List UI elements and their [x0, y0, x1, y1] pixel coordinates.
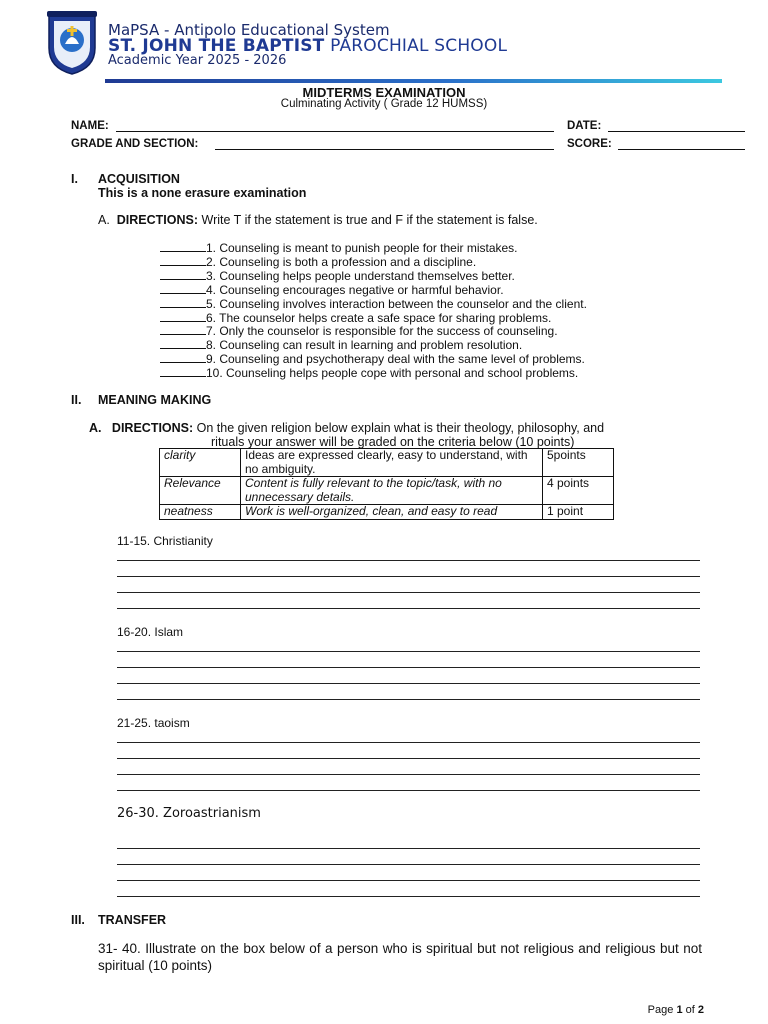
answer-blank[interactable]	[160, 269, 206, 280]
section-2-numeral: II.	[71, 393, 82, 407]
tf-item-text: 2. Counseling is both a profession and a discipline.	[206, 255, 477, 269]
answer-line[interactable]	[117, 880, 700, 881]
name-field[interactable]	[116, 131, 554, 132]
score-field[interactable]	[618, 149, 745, 150]
question-label: 11-15. Christianity	[117, 534, 213, 548]
section-3-numeral: III.	[71, 913, 85, 927]
score-label: SCORE:	[567, 138, 612, 150]
answer-line[interactable]	[117, 864, 700, 865]
rubric-table	[159, 448, 614, 520]
tf-item	[160, 241, 518, 256]
answer-line[interactable]	[117, 774, 700, 775]
answer-blank[interactable]	[160, 352, 206, 363]
answer-line[interactable]	[117, 576, 700, 577]
answer-line[interactable]	[117, 742, 700, 743]
answer-line[interactable]	[117, 667, 700, 668]
directions-text: Write T if the statement is true and F if the statement is false.	[201, 213, 538, 227]
school-seal-logo	[45, 10, 99, 76]
tf-item	[160, 255, 476, 270]
page-prefix: Page	[647, 1004, 674, 1016]
rubric-description: Content is fully relevant to the topic/task, with no unnecessary details.	[241, 477, 543, 505]
tf-item	[160, 366, 578, 381]
answer-line[interactable]	[117, 651, 700, 652]
tf-item	[160, 338, 522, 353]
rubric-row	[160, 477, 614, 505]
directions-text-line2: rituals your answer will be graded on the criteria below (10 points)	[211, 435, 575, 449]
answer-line[interactable]	[117, 758, 700, 759]
rubric-criterion: Relevance	[160, 477, 241, 505]
tf-item-text: 9. Counseling and psychotherapy deal with the same level of problems.	[206, 352, 585, 366]
answer-line[interactable]	[117, 592, 700, 593]
question-label: 26-30. Zoroastrianism	[117, 806, 261, 821]
question-label: 21-25. taoism	[117, 716, 190, 730]
answer-blank[interactable]	[160, 255, 206, 266]
tf-item-text: 1. Counseling is meant to punish people for their mistakes.	[206, 241, 518, 255]
tf-item-text: 5. Counseling involves interaction between the counselor and the client.	[206, 297, 587, 311]
answer-line[interactable]	[117, 608, 700, 609]
answer-line[interactable]	[117, 896, 700, 897]
tf-item	[160, 269, 515, 284]
section-1-numeral: I.	[71, 172, 78, 186]
tf-item-text: 7. Only the counselor is responsible for the success of counseling.	[206, 324, 558, 338]
rubric-criterion: neatness	[160, 505, 241, 520]
rubric-points: 5points	[543, 449, 614, 477]
section-1-directions	[98, 213, 538, 227]
directions-text-line1: On the given religion below explain what is their theology, philosophy, and	[196, 421, 605, 435]
tf-item	[160, 297, 587, 312]
page-current: 1	[676, 1004, 683, 1016]
answer-blank[interactable]	[160, 338, 206, 349]
school-name-rest: PAROCHIAL SCHOOL	[330, 36, 508, 56]
tf-item	[160, 283, 504, 298]
school-system-name: MaPSA - Antipolo Educational System	[108, 21, 390, 39]
rubric-criterion: clarity	[160, 449, 241, 477]
page-of: of	[685, 1004, 695, 1016]
rubric-row	[160, 505, 614, 520]
tf-item	[160, 324, 558, 339]
header-divider	[105, 79, 722, 83]
answer-blank[interactable]	[160, 366, 206, 377]
rubric-description: Ideas are expressed clearly, easy to understand, with no ambiguity.	[241, 449, 543, 477]
answer-line[interactable]	[117, 699, 700, 700]
answer-line[interactable]	[117, 848, 700, 849]
answer-blank[interactable]	[160, 283, 206, 294]
section-2-directions	[89, 421, 604, 435]
directions-label: DIRECTIONS:	[111, 421, 194, 435]
name-label: NAME:	[71, 120, 109, 132]
tf-item-text: 3. Counseling helps people understand themselves better.	[206, 269, 515, 283]
page-total: 2	[697, 1004, 704, 1016]
section-2-heading: MEANING MAKING	[98, 393, 212, 407]
transfer-prompt: 31- 40. Illustrate on the box below of a person who is spiritual but not religious and religious but not spiritual (10 points)	[98, 941, 702, 973]
tf-item-text: 10. Counseling helps people cope with personal and school problems.	[206, 366, 579, 380]
directions-letter: A.	[89, 421, 102, 435]
directions-label: DIRECTIONS:	[116, 213, 199, 227]
exam-subtitle: Culminating Activity ( Grade 12 HUMSS)	[280, 98, 488, 110]
rubric-points: 1 point	[543, 505, 614, 520]
grade-section-label: GRADE AND SECTION:	[71, 138, 199, 150]
rubric-points: 4 points	[543, 477, 614, 505]
answer-blank[interactable]	[160, 324, 206, 335]
tf-item	[160, 352, 585, 367]
exam-title: MIDTERMS EXAMINATION	[302, 85, 466, 100]
date-label: DATE:	[567, 120, 602, 132]
tf-item-text: 8. Counseling can result in learning and problem resolution.	[206, 338, 523, 352]
answer-blank[interactable]	[160, 297, 206, 308]
answer-line[interactable]	[117, 560, 700, 561]
section-1-heading: ACQUISITION	[98, 172, 180, 186]
answer-line[interactable]	[117, 790, 700, 791]
tf-item-text: 4. Counseling encourages negative or harmful behavior.	[206, 283, 504, 297]
section-3-heading: TRANSFER	[98, 913, 167, 927]
tf-item-text: 6. The counselor helps create a safe space for sharing problems.	[206, 311, 552, 325]
rubric-description: Work is well-organized, clean, and easy to read	[241, 505, 543, 520]
date-field[interactable]	[608, 131, 745, 132]
academic-year: Academic Year 2025 - 2026	[108, 53, 287, 68]
question-label: 16-20. Islam	[117, 625, 184, 639]
answer-blank[interactable]	[160, 241, 206, 252]
answer-blank[interactable]	[160, 311, 206, 322]
answer-line[interactable]	[117, 683, 700, 684]
grade-section-field[interactable]	[215, 149, 554, 150]
directions-letter: A.	[98, 213, 110, 227]
rubric-row	[160, 449, 614, 477]
section-1-note: This is a none erasure examination	[98, 186, 307, 200]
school-name-bold: ST. JOHN THE BAPTIST	[108, 36, 325, 56]
page-number	[648, 1004, 704, 1016]
